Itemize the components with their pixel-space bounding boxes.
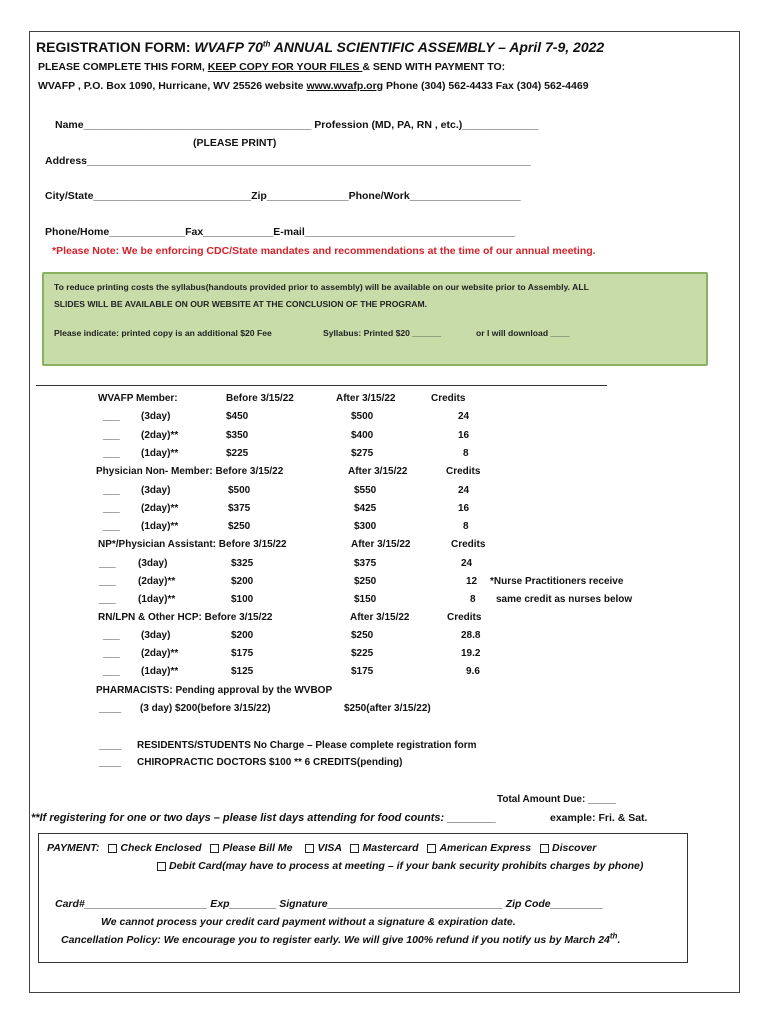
member-3day-before: $450: [226, 411, 249, 422]
np-2day-blank[interactable]: ___: [99, 576, 116, 587]
np-credit-note-2: same credit as nurses below: [496, 594, 633, 605]
payment-label: PAYMENT:: [47, 842, 100, 854]
payment-options: PAYMENT: Check Enclosed Please Bill Me VISA Mastercard American Express Discover: [47, 842, 597, 854]
chiropractic-option: CHIROPRACTIC DOCTORS $100 ** 6 CREDITS(pending): [137, 757, 403, 768]
member-3day-blank[interactable]: ___: [103, 411, 120, 422]
residents-blank[interactable]: ____: [99, 740, 122, 751]
nonmember-1day-after: $300: [354, 521, 377, 532]
visa-checkbox[interactable]: [305, 844, 314, 853]
rn-3day-blank[interactable]: ___: [103, 630, 120, 641]
nonmember-2day-before: $375: [228, 503, 251, 514]
discover-checkbox[interactable]: [540, 844, 549, 853]
member-2day-label: (2day)**: [141, 430, 179, 441]
member-before-heading: Before 3/15/22: [226, 393, 294, 404]
np-1day-after: $150: [354, 594, 377, 605]
contact-line: WVAFP , P.O. Box 1090, Hurricane, WV 25526 website www.wvafp.org Phone (304) 562-4433 Fax (304) 562-4469: [38, 80, 589, 92]
np-1day-label: (1day)**: [138, 594, 176, 605]
debit-card-option: Debit Card(may have to process at meeting – if your bank security prohibits charges by phone): [157, 860, 643, 872]
rn-after-heading: After 3/15/22: [350, 612, 410, 623]
nonmember-heading: Physician Non- Member: Before 3/15/22: [96, 466, 284, 477]
nonmember-3day-after: $550: [354, 485, 377, 496]
bill-me-checkbox[interactable]: [210, 844, 219, 853]
rn-1day-blank[interactable]: ___: [103, 666, 120, 677]
nonmember-2day-label: (2day)**: [141, 503, 179, 514]
member-2day-credits: 16: [458, 430, 470, 441]
member-1day-blank[interactable]: ___: [103, 448, 120, 459]
member-credits-heading: Credits: [431, 393, 466, 404]
syllabus-download-option[interactable]: or I will download ____: [476, 328, 570, 338]
nonmember-credits-heading: Credits: [446, 466, 481, 477]
np-credit-note-1: *Nurse Practitioners receive: [490, 576, 624, 587]
nonmember-2day-credits: 16: [458, 503, 470, 514]
nonmember-after-heading: After 3/15/22: [348, 466, 408, 477]
residents-option: RESIDENTS/STUDENTS No Charge – Please complete registration form: [137, 740, 477, 751]
pharmacists-before: (3 day) $200(before 3/15/22): [140, 703, 271, 714]
nonmember-3day-blank[interactable]: ___: [103, 485, 120, 496]
member-after-heading: After 3/15/22: [336, 393, 396, 404]
syllabus-fee-note: Please indicate: printed copy is an additional $20 Fee: [54, 328, 272, 338]
syllabus-line1: To reduce printing costs the syllabus(handouts provided prior to assembly) will be available on our website prior to Assembly. ALL: [54, 282, 589, 292]
cancellation-policy: Cancellation Policy: We encourage you to register early. We will give 100% refund if you notify us by March 24th.: [61, 931, 621, 946]
nonmember-3day-before: $500: [228, 485, 251, 496]
np-3day-blank[interactable]: ___: [99, 558, 116, 569]
member-heading: WVAFP Member:: [98, 393, 178, 404]
cdc-note: *Please Note: We be enforcing CDC/State mandates and recommendations at the time of our annual meeting.: [52, 245, 596, 257]
nonmember-3day-label: (3day): [141, 485, 171, 496]
rn-1day-label: (1day)**: [141, 666, 179, 677]
nonmember-1day-label: (1day)**: [141, 521, 179, 532]
member-2day-before: $350: [226, 430, 249, 441]
rn-1day-before: $125: [231, 666, 254, 677]
member-2day-blank[interactable]: ___: [103, 430, 120, 441]
rn-3day-after: $250: [351, 630, 374, 641]
np-1day-blank[interactable]: ___: [99, 594, 116, 605]
syllabus-printed-option[interactable]: Syllabus: Printed $20 ______: [323, 328, 441, 338]
please-print-note: (PLEASE PRINT): [193, 137, 277, 149]
np-3day-before: $325: [231, 558, 254, 569]
pharmacists-after: $250(after 3/15/22): [344, 703, 431, 714]
address-field[interactable]: Address____________________________________________________________________________: [45, 155, 531, 167]
rn-2day-after: $225: [351, 648, 374, 659]
signature-notice: We cannot process your credit card payment without a signature & expiration date.: [101, 916, 516, 928]
chiropractic-blank[interactable]: ____: [99, 757, 122, 768]
rn-3day-credits: 28.8: [461, 630, 481, 641]
np-after-heading: After 3/15/22: [351, 539, 411, 550]
days-example: example: Fri. & Sat.: [550, 812, 648, 824]
rn-1day-credits: 9.6: [466, 666, 480, 677]
np-1day-credits: 8: [470, 594, 476, 605]
city-zip-phone-field[interactable]: City/State___________________________Zip______________Phone/Work___________________: [45, 190, 521, 202]
days-attending-note[interactable]: **If registering for one or two days – please list days attending for food counts: ________: [31, 812, 497, 824]
np-3day-credits: 24: [461, 558, 473, 569]
pharmacists-heading: PHARMACISTS: Pending approval by the WVBOP: [96, 685, 333, 696]
rn-3day-before: $200: [231, 630, 254, 641]
np-credits-heading: Credits: [451, 539, 486, 550]
np-2day-before: $200: [231, 576, 254, 587]
member-1day-credits: 8: [463, 448, 469, 459]
member-2day-after: $400: [351, 430, 374, 441]
event-title: WVAFP 70th ANNUAL SCIENTIFIC ASSEMBLY – April 7-9, 2022: [194, 39, 605, 55]
rn-2day-blank[interactable]: ___: [103, 648, 120, 659]
rn-heading: RN/LPN & Other HCP: Before 3/15/22: [98, 612, 273, 623]
website-link[interactable]: www.wvafp.org: [306, 80, 384, 92]
member-3day-credits: 24: [458, 411, 470, 422]
rn-3day-label: (3day): [141, 630, 171, 641]
np-3day-label: (3day): [138, 558, 168, 569]
np-1day-before: $100: [231, 594, 254, 605]
nonmember-2day-after: $425: [354, 503, 377, 514]
member-3day-after: $500: [351, 411, 374, 422]
np-2day-credits: 12: [466, 576, 478, 587]
member-3day-label: (3day): [141, 411, 171, 422]
divider: [36, 385, 607, 386]
card-details-line[interactable]: Card#_____________________ Exp________ Signature______________________________ Zip Code_________: [55, 898, 604, 910]
np-2day-after: $250: [354, 576, 377, 587]
rn-credits-heading: Credits: [447, 612, 482, 623]
member-1day-label: (1day)**: [141, 448, 179, 459]
mastercard-checkbox[interactable]: [350, 844, 359, 853]
np-2day-label: (2day)**: [138, 576, 176, 587]
pharmacists-blank[interactable]: ____: [99, 703, 122, 714]
nonmember-2day-blank[interactable]: ___: [103, 503, 120, 514]
name-field[interactable]: Name_______________________________________ Profession (MD, PA, RN , etc.)_____________: [55, 119, 539, 131]
member-1day-before: $225: [226, 448, 249, 459]
np-3day-after: $375: [354, 558, 377, 569]
total-amount-due[interactable]: Total Amount Due: _____: [497, 794, 616, 805]
amex-checkbox[interactable]: [427, 844, 436, 853]
form-label: REGISTRATION FORM:: [36, 39, 191, 55]
np-heading: NP*/Physician Assistant: Before 3/15/22: [98, 539, 287, 550]
syllabus-line2: SLIDES WILL BE AVAILABLE ON OUR WEBSITE AT THE CONCLUSION OF THE PROGRAM.: [54, 299, 428, 309]
nonmember-1day-credits: 8: [463, 521, 469, 532]
page-title: [36, 39, 604, 55]
nonmember-1day-before: $250: [228, 521, 251, 532]
nonmember-3day-credits: 24: [458, 485, 470, 496]
rn-1day-after: $175: [351, 666, 374, 677]
check-enclosed-checkbox[interactable]: [108, 844, 117, 853]
debit-card-checkbox[interactable]: [157, 862, 166, 871]
rn-2day-label: (2day)**: [141, 648, 179, 659]
member-1day-after: $275: [351, 448, 374, 459]
nonmember-1day-blank[interactable]: ___: [103, 521, 120, 532]
phone-fax-email-field[interactable]: Phone/Home_____________Fax____________E-mail____________________________________: [45, 226, 515, 238]
rn-2day-before: $175: [231, 648, 254, 659]
rn-2day-credits: 19.2: [461, 648, 481, 659]
mailing-instructions: PLEASE COMPLETE THIS FORM, KEEP COPY FOR YOUR FILES & SEND WITH PAYMENT TO:: [38, 61, 506, 73]
